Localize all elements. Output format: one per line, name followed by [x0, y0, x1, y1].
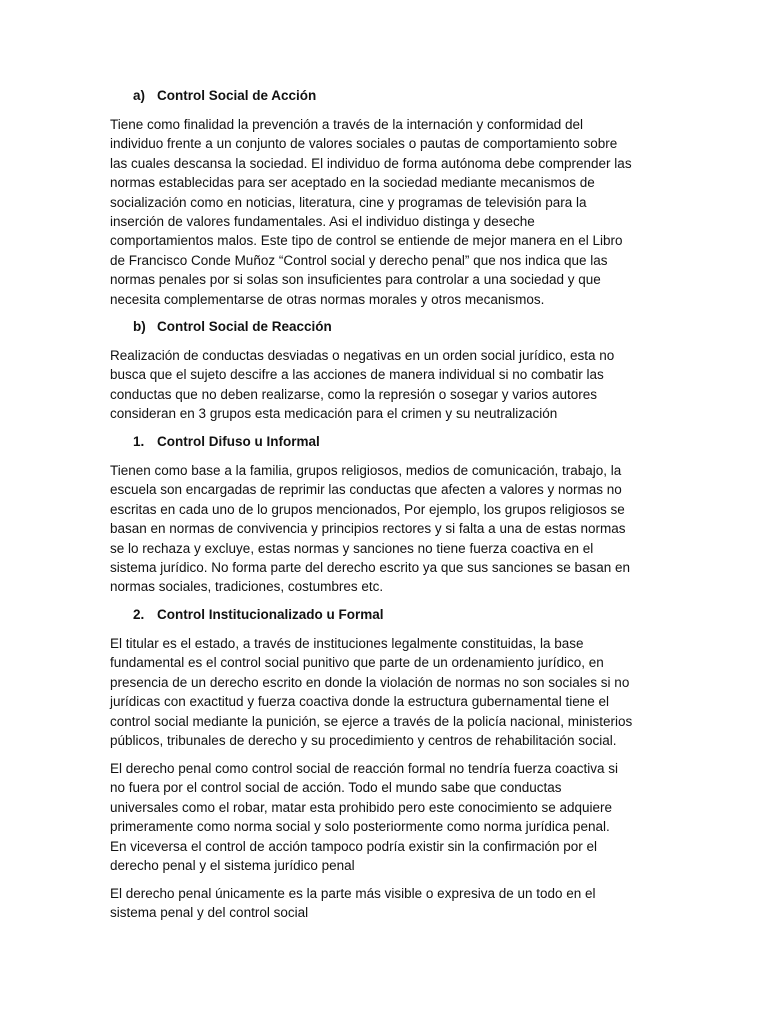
text-line: comportamientos malos. Este tipo de control se entiende de mejor manera en el Libro	[110, 233, 623, 249]
section-marker: 1.	[133, 434, 145, 449]
text-line: las cuales descansa la sociedad. El individuo de forma autónoma debe comprender las	[110, 155, 632, 171]
section-title: Control Difuso u Informal	[157, 434, 320, 449]
text-line: primeramente como norma social y solo posteriormente como norma jurídica penal.	[110, 819, 610, 835]
text-line: inserción de valores fundamentales. Asi el individuo distinga y deseche	[110, 214, 535, 229]
text-line: sistema jurídico. No forma parte del derecho escrito ya que sus sanciones se basan en	[110, 560, 631, 575]
text-line: consideran en 3 grupos esta medicación para el crimen y su neutralización	[110, 406, 558, 422]
section-title: Control Social de Acción	[157, 88, 317, 103]
text-line: sistema penal y del control social	[110, 905, 309, 921]
text-line: normas sociales, tradiciones, costumbres etc.	[110, 579, 384, 595]
text-line: públicos, tribunales de derecho y su procedimiento y centros de rehabilitación social.	[110, 733, 617, 748]
text-line: El derecho penal como control social de reacción formal no tendría fuerza coactiva si	[110, 761, 619, 776]
text-line: socialización como en noticias, literatura, cine y programas de televisión para la	[110, 194, 587, 210]
section-marker: a)	[133, 88, 146, 103]
text-line: busca que el sujeto descifre a las acciones de manera individual si no combatir las	[110, 367, 604, 383]
text-line: escuela son encargadas de reprimir las conductas que afecten a valores y normas no	[110, 482, 622, 498]
text-line: basan en normas de convivencia y principios rectores y si falta a una de estas normas	[110, 521, 626, 537]
text-line: se lo rechaza y excluye, estas normas y sanciones no tiene fuerza coactiva en el	[110, 540, 594, 556]
section-marker: 2.	[133, 607, 145, 622]
text-line: normas establecidas para ser aceptado en la sociedad mediante mecanismos de	[110, 175, 595, 191]
text-line: El derecho penal únicamente es la parte más visible o expresiva de un todo en el	[110, 886, 596, 901]
text-line: jurídicas con exactitud y fuerza coactiva donde la estructura gubernamental tiene el	[110, 694, 610, 710]
text-line: individuo frente a un conjunto de valores sociales o pautas de comportamiento sobre	[110, 136, 618, 152]
section-title: Control Social de Reacción	[157, 319, 332, 334]
text-line: Tienen como base a la familia, grupos religiosos, medios de comunicación, trabajo, la	[110, 463, 622, 478]
text-line: Realización de conductas desviadas o negativas en un orden social jurídico, esta no	[110, 348, 615, 363]
text-line: En viceversa el control de acción tampoco podría existir sin la confirmación por el	[110, 838, 597, 854]
text-line: control social mediante la punición, se ejerce a través de la policía nacional, ministerios	[110, 713, 633, 729]
text-line: El titular es el estado, a través de instituciones legalmente constituidas, la base	[110, 636, 584, 651]
text-line: necesita complementarse de otras normas morales y otros mecanismos.	[110, 291, 545, 307]
text-line: universales como el robar, matar esta prohibido pero este conocimiento se adquiere	[110, 799, 613, 815]
text-line: normas penales por si solas son insuficientes para controlar a una sociedad y que	[110, 272, 601, 288]
text-line: de Francisco Conde Muñoz “Control social y derecho penal” que nos indica que las	[110, 252, 608, 268]
text-line: presencia de un derecho escrito en donde la violación de normas no son sociales si no	[110, 674, 630, 690]
text-line: fundamental es el control social punitivo que parte de un ordenamiento jurídico, en	[110, 655, 604, 671]
text-line: no fuera por el control social de acción. Todo el mundo sabe que conductas	[110, 780, 562, 796]
section-title: Control Institucionalizado u Formal	[157, 607, 384, 622]
text-line: Tiene como finalidad la prevención a través de la internación y conformidad del	[110, 117, 584, 132]
text-line: derecho penal y el sistema jurídico penal	[110, 858, 355, 873]
text-line: escritas en cada uno de lo grupos mencionados, Por ejemplo, los grupos religiosos se	[110, 501, 625, 517]
section-marker: b)	[133, 319, 146, 334]
text-line: conductas que no deben realizarse, como la represión o sosegar y varios autores	[110, 386, 598, 402]
